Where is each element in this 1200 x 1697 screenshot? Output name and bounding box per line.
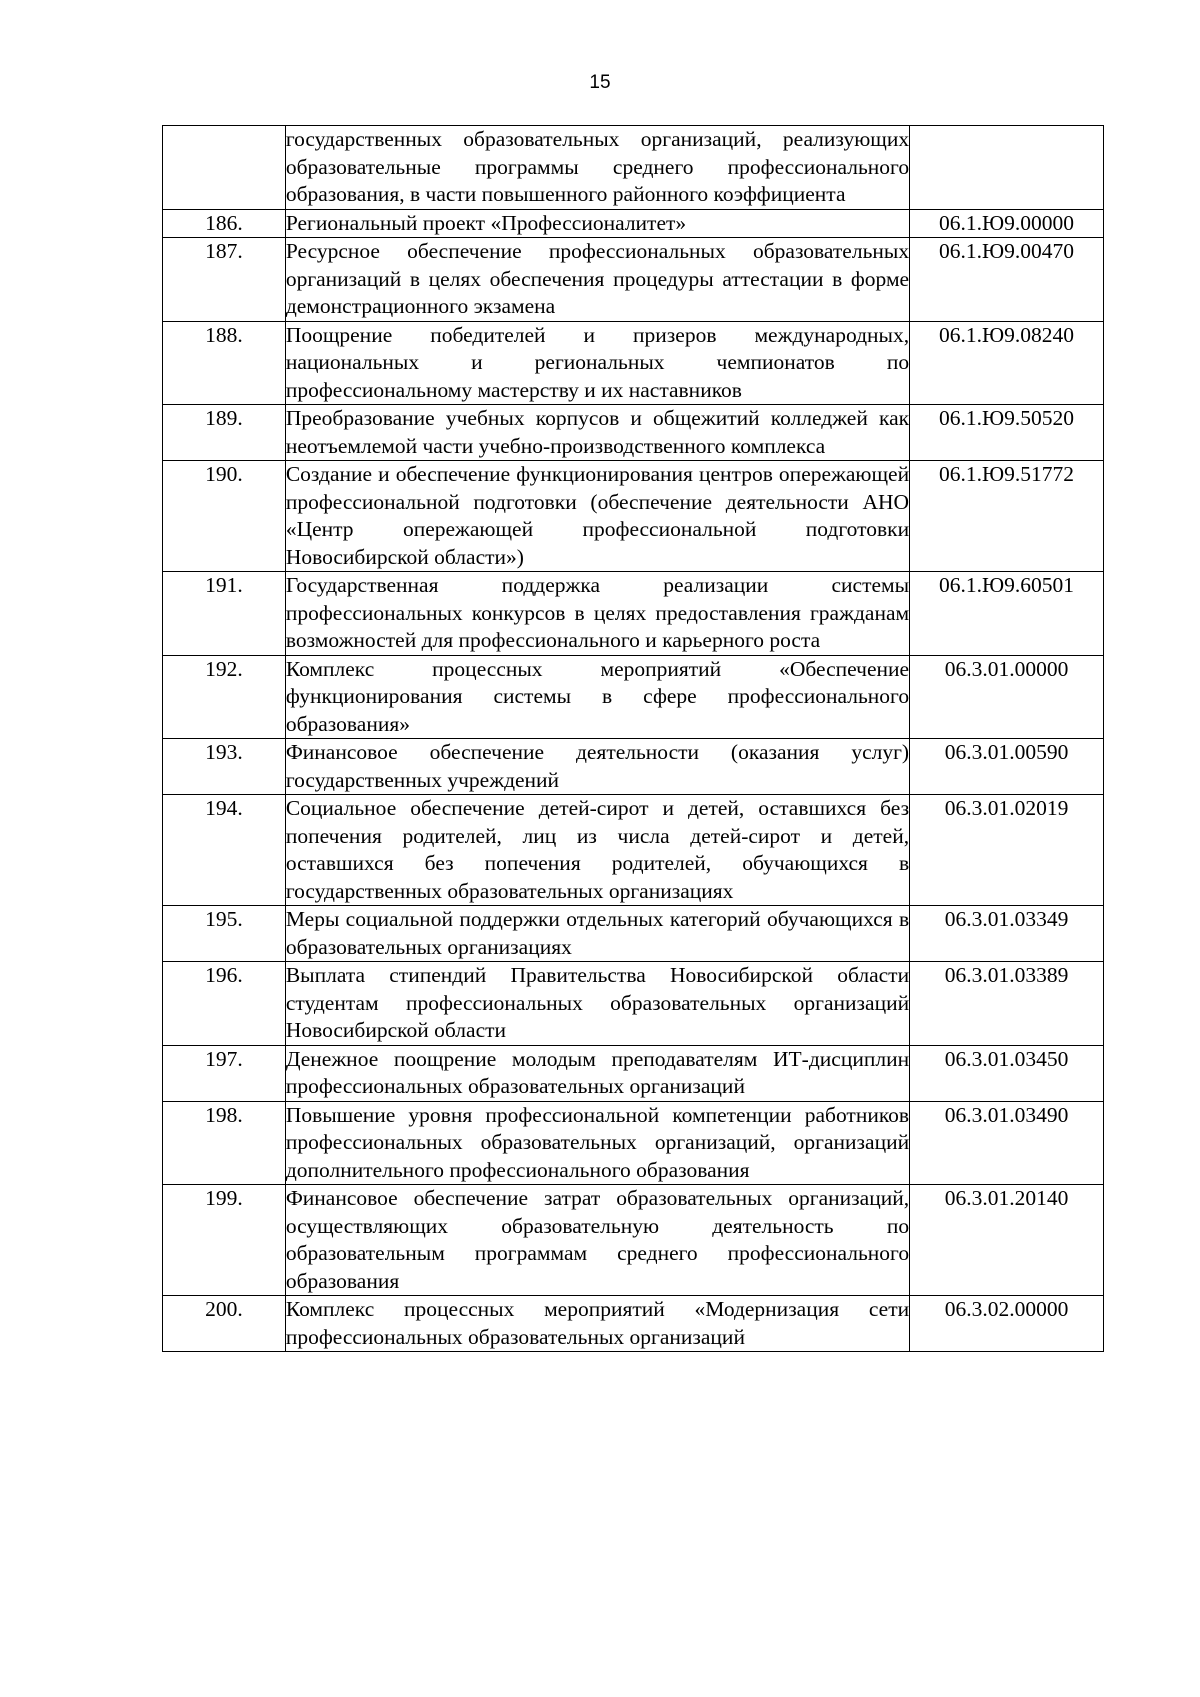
table-row (163, 962, 1104, 1046)
table-row (163, 572, 1104, 656)
table-body (163, 126, 1104, 1352)
row-number-cell: 191. (163, 572, 286, 656)
table-row (163, 1045, 1104, 1101)
row-code-cell: 06.3.01.03389 (910, 962, 1104, 1046)
row-number-cell: 190. (163, 461, 286, 572)
page-number: 15 (589, 72, 611, 93)
row-description-cell: Государственная поддержка реализации системы профессиональных конкурсов в целях предоставления гражданам возможностей для профессионального и карьерного роста (285, 572, 909, 656)
table-row (163, 1185, 1104, 1296)
row-number-cell: 186. (163, 209, 286, 238)
row-number-cell: 193. (163, 739, 286, 795)
row-code-cell: 06.3.01.00590 (910, 739, 1104, 795)
row-code-cell: 06.1.Ю9.00000 (910, 209, 1104, 238)
row-description-cell: Ресурсное обеспечение профессиональных образовательных организаций в целях обеспечения процедуры аттестации в форме демонстрационного экзамена (285, 238, 909, 322)
table-row (163, 126, 1104, 210)
row-code-cell: 06.1.Ю9.60501 (910, 572, 1104, 656)
row-description-cell: Поощрение победителей и призеров международных, национальных и региональных чемпионатов по профессиональному мастерству и их наставников (285, 321, 909, 405)
row-description-cell: Финансовое обеспечение затрат образовательных организаций, осуществляющих образовательную деятельность по образовательным программам среднего профессионального образования (285, 1185, 909, 1296)
row-description-cell: Повышение уровня профессиональной компетенции работников профессиональных образовательных организаций, организаций дополнительного профессионального образования (285, 1101, 909, 1185)
table-row (163, 405, 1104, 461)
row-number-cell: 188. (163, 321, 286, 405)
row-number-cell: 187. (163, 238, 286, 322)
table-row (163, 795, 1104, 906)
table-row (163, 461, 1104, 572)
row-code-cell: 06.1.Ю9.51772 (910, 461, 1104, 572)
row-number-cell: 192. (163, 655, 286, 739)
row-code-cell (910, 126, 1104, 210)
row-description-cell: Выплата стипендий Правительства Новосибирской области студентам профессиональных образовательных организаций Новосибирской области (285, 962, 909, 1046)
row-code-cell: 06.3.01.20140 (910, 1185, 1104, 1296)
row-number-cell: 200. (163, 1296, 286, 1352)
row-description-cell: Денежное поощрение молодым преподавателям ИТ-дисциплин профессиональных образовательных организаций (285, 1045, 909, 1101)
budget-classification-table (162, 125, 1104, 1352)
row-code-cell: 06.3.02.00000 (910, 1296, 1104, 1352)
row-code-cell: 06.1.Ю9.00470 (910, 238, 1104, 322)
table-row (163, 1296, 1104, 1352)
row-description-cell: Социальное обеспечение детей-сирот и детей, оставшихся без попечения родителей, лиц из числа детей-сирот и детей, оставшихся без попечения родителей, обучающихся в государственных образовательных организациях (285, 795, 909, 906)
row-number-cell: 195. (163, 906, 286, 962)
row-code-cell: 06.3.01.03349 (910, 906, 1104, 962)
row-number-cell: 196. (163, 962, 286, 1046)
row-code-cell: 06.1.Ю9.08240 (910, 321, 1104, 405)
row-code-cell: 06.3.01.02019 (910, 795, 1104, 906)
table-row (163, 906, 1104, 962)
row-number-cell: 198. (163, 1101, 286, 1185)
row-number-cell: 197. (163, 1045, 286, 1101)
row-description-cell: Преобразование учебных корпусов и общежитий колледжей как неотъемлемой части учебно-производственного комплекса (285, 405, 909, 461)
row-number-cell: 199. (163, 1185, 286, 1296)
row-code-cell: 06.1.Ю9.50520 (910, 405, 1104, 461)
row-number-cell: 194. (163, 795, 286, 906)
table-row (163, 209, 1104, 238)
row-description-cell: государственных образовательных организаций, реализующих образовательные программы среднего профессионального образования, в части повышенного районного коэффициента (285, 126, 909, 210)
row-description-cell: Региональный проект «Профессионалитет» (285, 209, 909, 238)
table-row (163, 321, 1104, 405)
row-description-cell: Создание и обеспечение функционирования центров опережающей профессиональной подготовки (обеспечение деятельности АНО «Центр опережающей профессиональной подготовки Новосибирской области») (285, 461, 909, 572)
table-row (163, 1101, 1104, 1185)
row-code-cell: 06.3.01.03450 (910, 1045, 1104, 1101)
table-row (163, 739, 1104, 795)
row-code-cell: 06.3.01.00000 (910, 655, 1104, 739)
row-code-cell: 06.3.01.03490 (910, 1101, 1104, 1185)
row-number-cell (163, 126, 286, 210)
table-row (163, 655, 1104, 739)
row-description-cell: Комплекс процессных мероприятий «Модернизация сети профессиональных образовательных организаций (285, 1296, 909, 1352)
row-description-cell: Меры социальной поддержки отдельных категорий обучающихся в образовательных организациях (285, 906, 909, 962)
table-row (163, 238, 1104, 322)
row-description-cell: Финансовое обеспечение деятельности (оказания услуг) государственных учреждений (285, 739, 909, 795)
row-number-cell: 189. (163, 405, 286, 461)
row-description-cell: Комплекс процессных мероприятий «Обеспечение функционирования системы в сфере профессионального образования» (285, 655, 909, 739)
